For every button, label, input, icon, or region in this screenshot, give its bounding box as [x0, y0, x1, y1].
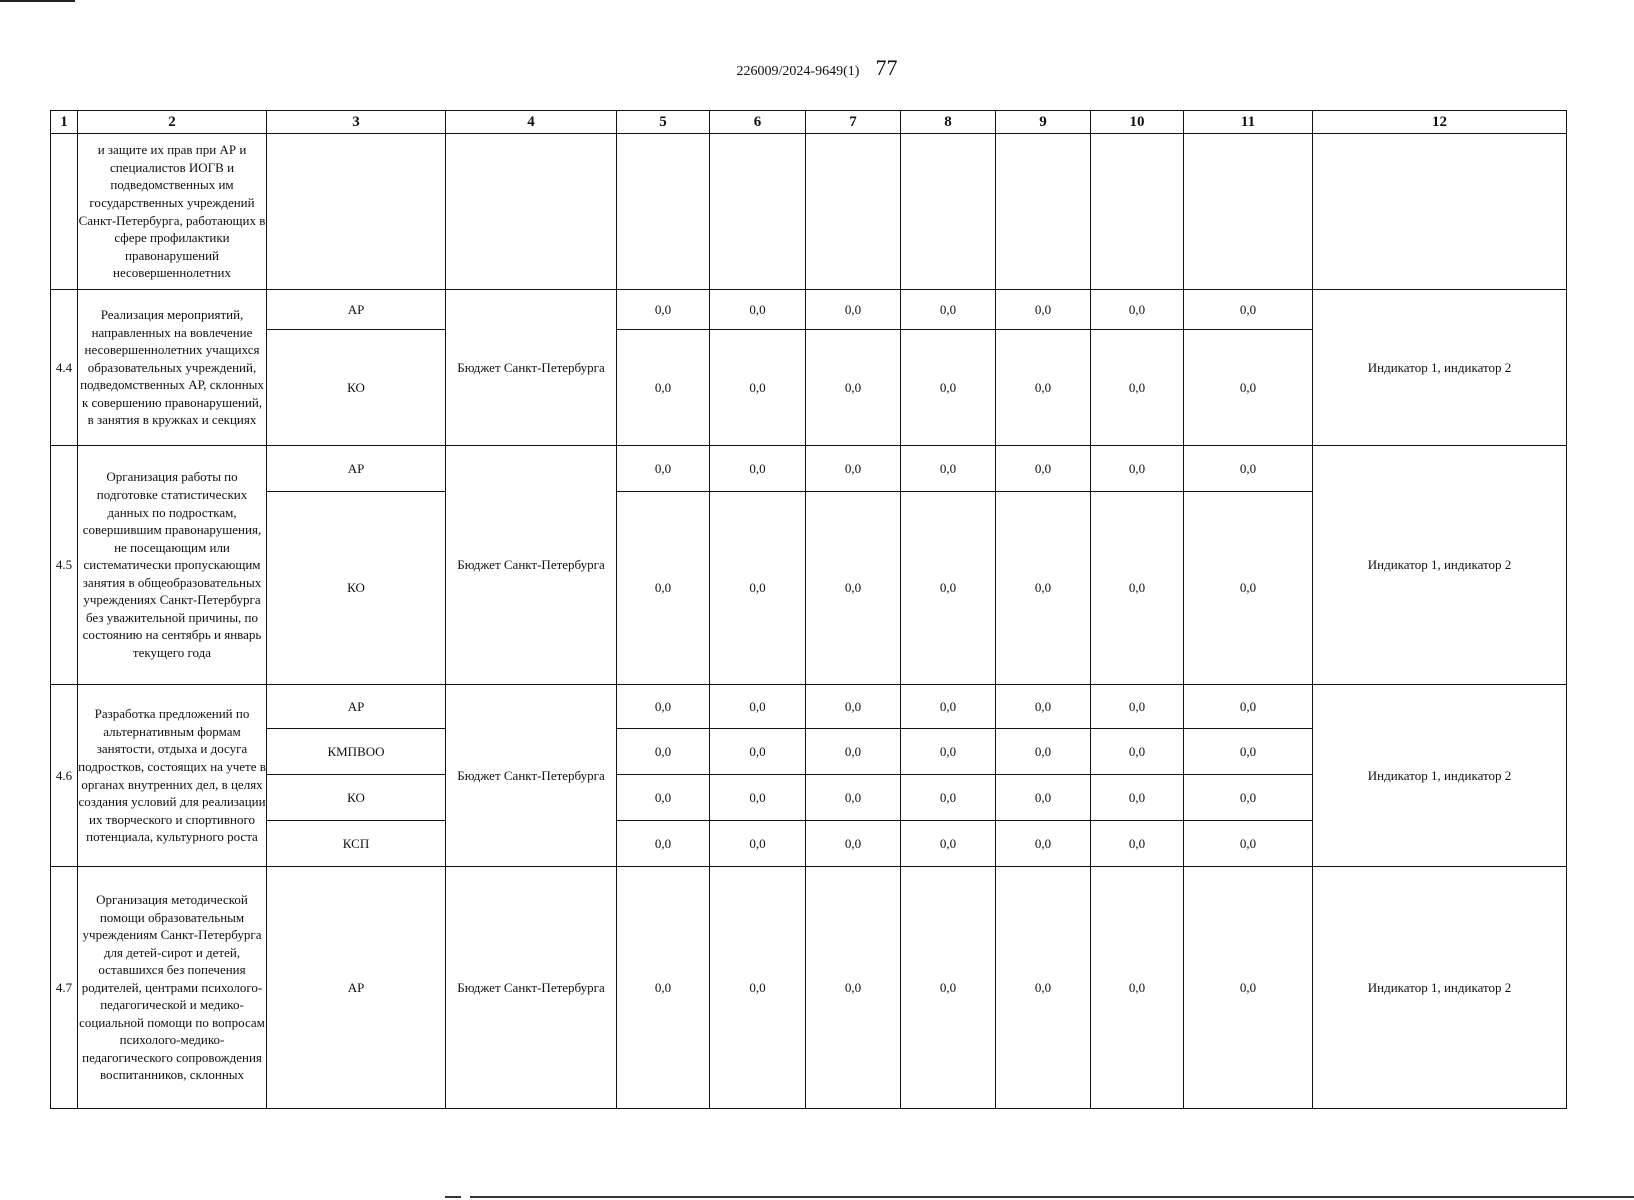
empty-cell	[1091, 134, 1184, 290]
value-cell: 0,0	[1184, 867, 1313, 1109]
value-cell: 0,0	[710, 446, 806, 492]
value-cell: 0,0	[806, 685, 901, 729]
value-cell: 0,0	[806, 867, 901, 1109]
value-cell: 0,0	[1184, 446, 1313, 492]
value-cell: 0,0	[710, 492, 806, 685]
value-cell: 0,0	[1184, 330, 1313, 446]
bottom-dash	[445, 1196, 461, 1198]
value-cell: 0,0	[1091, 492, 1184, 685]
value-cell: 0,0	[710, 290, 806, 330]
activity-description: Реализация мероприятий, направленных на вовлечение несовершеннолетних учащихся образовательных учреждений, подведомственных АР, склонных к совершению правонарушений, в занятия в кружках и секциях	[78, 290, 267, 446]
value-cell: 0,0	[1091, 330, 1184, 446]
column-header: 3	[267, 111, 446, 134]
activity-description: Организация методической помощи образовательным учреждениям Санкт-Петербурга для детей-сирот и детей, оставшихся без попечения родителей, центрами психолого-педагогической и медико-социальной помощи по вопросам психолого-медико-педагогического сопровождения воспитанников, склонных	[78, 867, 267, 1109]
value-cell: 0,0	[1091, 446, 1184, 492]
executor: АР	[267, 290, 446, 330]
page-header	[0, 55, 1634, 81]
row-number: 4.6	[51, 685, 78, 867]
continuation-row	[51, 134, 1567, 290]
value-cell: 0,0	[901, 290, 996, 330]
column-header: 11	[1184, 111, 1313, 134]
bottom-rule	[470, 1196, 1634, 1198]
table-body	[51, 134, 1567, 1109]
column-header: 9	[996, 111, 1091, 134]
executor: КО	[267, 330, 446, 446]
value-cell: 0,0	[710, 867, 806, 1109]
activity-description: Организация работы по подготовке статистических данных по подросткам, совершившим правонарушения, не посещающим или систематически пропускающим занятия в общеобразовательных учреждениях Санкт-Петербурга без уважительной причины, по состоянию на сентябрь и январь текущего года	[78, 446, 267, 685]
value-cell: 0,0	[617, 492, 710, 685]
empty-cell	[1313, 134, 1567, 290]
value-cell: 0,0	[617, 290, 710, 330]
value-cell: 0,0	[806, 290, 901, 330]
executor: КО	[267, 775, 446, 821]
value-cell: 0,0	[806, 821, 901, 867]
executor: АР	[267, 446, 446, 492]
value-cell: 0,0	[617, 821, 710, 867]
value-cell: 0,0	[901, 821, 996, 867]
header-row	[51, 111, 1567, 134]
funding-source: Бюджет Санкт-Петербурга	[446, 446, 617, 685]
empty-cell	[806, 134, 901, 290]
value-cell: 0,0	[901, 446, 996, 492]
value-cell: 0,0	[901, 492, 996, 685]
value-cell: 0,0	[617, 867, 710, 1109]
value-cell: 0,0	[996, 446, 1091, 492]
value-cell: 0,0	[617, 446, 710, 492]
row-number: 4.4	[51, 290, 78, 446]
value-cell: 0,0	[710, 729, 806, 775]
value-cell: 0,0	[806, 446, 901, 492]
value-cell: 0,0	[617, 685, 710, 729]
executor: КМПВОО	[267, 729, 446, 775]
column-header: 12	[1313, 111, 1567, 134]
table-head	[51, 111, 1567, 134]
value-cell: 0,0	[1091, 821, 1184, 867]
column-header: 10	[1091, 111, 1184, 134]
executor: АР	[267, 867, 446, 1109]
value-cell: 0,0	[1184, 492, 1313, 685]
empty-cell	[446, 134, 617, 290]
executor: КО	[267, 492, 446, 685]
value-cell: 0,0	[1091, 867, 1184, 1109]
value-cell: 0,0	[617, 775, 710, 821]
empty-cell	[617, 134, 710, 290]
row-number: 4.5	[51, 446, 78, 685]
value-cell: 0,0	[996, 290, 1091, 330]
value-cell: 0,0	[1184, 775, 1313, 821]
value-cell: 0,0	[996, 775, 1091, 821]
value-cell: 0,0	[710, 775, 806, 821]
executor: КСП	[267, 821, 446, 867]
value-cell: 0,0	[996, 492, 1091, 685]
row-number: 4.7	[51, 867, 78, 1109]
corner-mark	[0, 0, 75, 2]
value-cell: 0,0	[996, 821, 1091, 867]
value-cell: 0,0	[617, 330, 710, 446]
column-header: 6	[710, 111, 806, 134]
value-cell: 0,0	[996, 867, 1091, 1109]
value-cell: 0,0	[901, 729, 996, 775]
value-cell: 0,0	[996, 330, 1091, 446]
value-cell: 0,0	[996, 729, 1091, 775]
value-cell: 0,0	[901, 330, 996, 446]
column-header: 2	[78, 111, 267, 134]
empty-cell	[901, 134, 996, 290]
empty-cell	[1184, 134, 1313, 290]
value-cell: 0,0	[901, 867, 996, 1109]
value-cell: 0,0	[901, 775, 996, 821]
column-header: 7	[806, 111, 901, 134]
indicator-cell: Индикатор 1, индикатор 2	[1313, 446, 1567, 685]
column-header: 4	[446, 111, 617, 134]
value-cell: 0,0	[1184, 290, 1313, 330]
empty-cell	[710, 134, 806, 290]
funding-source: Бюджет Санкт-Петербурга	[446, 867, 617, 1109]
value-cell: 0,0	[1184, 685, 1313, 729]
value-cell: 0,0	[1091, 290, 1184, 330]
column-header: 1	[51, 111, 78, 134]
column-header: 5	[617, 111, 710, 134]
value-cell: 0,0	[806, 775, 901, 821]
indicator-cell: Индикатор 1, индикатор 2	[1313, 290, 1567, 446]
column-header: 8	[901, 111, 996, 134]
document-number: 226009/2024-9649(1)	[736, 64, 860, 79]
table-row	[51, 290, 1567, 330]
row-number	[51, 134, 78, 290]
activity-description: Разработка предложений по альтернативным формам занятости, отдыха и досуга подростков, состоящих на учете в органах внутренних дел, в целях создания условий для реализации их творческого и спортивного потенциала, культурного роста	[78, 685, 267, 867]
value-cell: 0,0	[901, 685, 996, 729]
funding-source: Бюджет Санкт-Петербурга	[446, 685, 617, 867]
value-cell: 0,0	[710, 685, 806, 729]
value-cell: 0,0	[710, 821, 806, 867]
value-cell: 0,0	[806, 492, 901, 685]
value-cell: 0,0	[1091, 685, 1184, 729]
executor: АР	[267, 685, 446, 729]
indicator-cell: Индикатор 1, индикатор 2	[1313, 867, 1567, 1109]
value-cell: 0,0	[806, 330, 901, 446]
page-number: 77	[875, 55, 898, 80]
value-cell: 0,0	[617, 729, 710, 775]
empty-cell	[996, 134, 1091, 290]
value-cell: 0,0	[710, 330, 806, 446]
empty-cell	[267, 134, 446, 290]
value-cell: 0,0	[806, 729, 901, 775]
value-cell: 0,0	[1184, 729, 1313, 775]
table-row	[51, 446, 1567, 492]
value-cell: 0,0	[1091, 775, 1184, 821]
activity-description: и защите их прав при АР и специалистов ИОГВ и подведомственных им государственных учреждений Санкт-Петербурга, работающих в сфере профилактики правонарушений несовершеннолетних	[78, 134, 267, 290]
indicator-cell: Индикатор 1, индикатор 2	[1313, 685, 1567, 867]
value-cell: 0,0	[1184, 821, 1313, 867]
funding-source: Бюджет Санкт-Петербурга	[446, 290, 617, 446]
value-cell: 0,0	[996, 685, 1091, 729]
program-table	[50, 110, 1567, 1109]
table-row	[51, 867, 1567, 1109]
value-cell: 0,0	[1091, 729, 1184, 775]
table-row	[51, 685, 1567, 729]
